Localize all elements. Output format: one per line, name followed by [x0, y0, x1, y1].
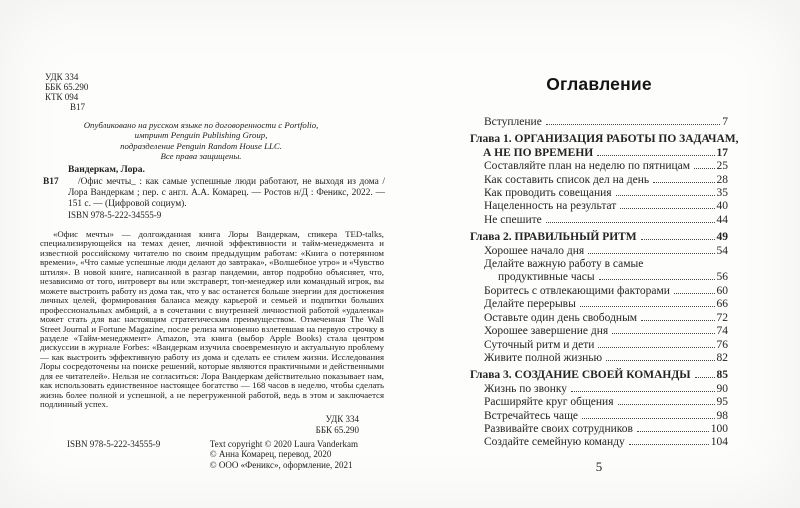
toc-line [484, 339, 728, 352]
toc-entry [470, 339, 728, 352]
toc-chapter-entry [470, 369, 728, 382]
toc-line [484, 352, 728, 365]
toc-label: Составляйте план на неделю по пятницам [484, 160, 691, 173]
toc-line [484, 116, 728, 129]
toc-page-number: 76 [716, 338, 728, 351]
imprint-line: импринт Penguin Publishing Group, [134, 130, 268, 141]
toc-line [484, 271, 728, 284]
toc-entry [470, 160, 728, 173]
bbk-line: ББК 65.290 [315, 424, 359, 435]
toc-entry [470, 285, 728, 298]
toc-page-number: 98 [716, 409, 728, 422]
toc-line [484, 200, 728, 213]
annotation-text: «Офис мечты» — долгожданная книга Лоры Вандеркам, спикера TED-talks, специализирующейся на темах денег, личной эффективности и тайм-менеджмента и известной российскому читателю по своим предыдущим работам: «Книга о потерянном времени», «Что самые успешные люди делают до завтрака», «Волшебное утро» и «Чувство штиля». В новой книге, написанной в разгар пандемии, автор подробно объясняет, что, независимо от того, интроверт вы или экстраверт, топ-менеджер или командный игрок, вы можете выстроить работу из дома так, что у вас останется больше энергии для достижения личных целей, формирования баланса между карьерой и семьей и подпитки больших профессиональных амбиций, а в сочетании с внутренней личностной работой «удаленка» может стать для вас настоящим стратегическим преимуществом. Отмеченная The Wall Street Journal и Fortune Magazine, после релиза мгновенно взлетевшая на первую строчку в разделе «Тайм-менеджмент» Amazon, эта книга (выбор Apple Books) стала центром дискуссии в журнале Forbes: «Вандеркам изучила своевременную и актуальную проблему — как выстроить эффективную работу из дома и сделать ее стилем жизни. Исследования Лоры сосредоточены на поиске решений, которые являются практичными и действенными для ее читателей». Нельзя не согласиться: Лора Вандеркам действительно показывает нам, как использовать единственное настоящее богатство — 168 часов в неделю, чтобы сделать жизнь более полной и успешной, а не перегруженной работой, ведь в этом и заключается подлинный успех. [40, 229, 384, 410]
toc-label: Вступление [484, 116, 542, 128]
toc-label: продуктивные часы [498, 271, 595, 284]
dot-leader [588, 253, 714, 254]
dot-leader [582, 418, 714, 419]
toc-entry [470, 258, 728, 285]
toc-line [484, 383, 728, 396]
toc-entry [470, 325, 728, 338]
copyright-page [36, 68, 390, 488]
toc-page-number: 66 [716, 298, 728, 311]
dot-leader [695, 377, 715, 378]
toc-label: Глава 1. ОРГАНИЗАЦИЯ РАБОТЫ ПО ЗАДАЧАМ, [470, 133, 739, 146]
toc-line [470, 369, 728, 382]
toc-line [484, 298, 728, 311]
copyright-block [210, 439, 358, 470]
toc-line [484, 214, 728, 227]
toc-entry [470, 423, 728, 436]
bib-description: /Офис мечты_ : как самые успешные люди работают, не выходя из дома / Лора Вандеркам ; пер. с англ. А.А. Комарец. — Ростов н/Д : Феникс, 2022. — 151 с. — (Цифровой социум). [68, 177, 385, 209]
imprint-line: Все права защищены. [160, 150, 242, 161]
dot-leader [598, 347, 714, 348]
toc-line [470, 231, 728, 244]
dot-leader [612, 333, 714, 334]
toc-label: Боритесь с отвлекающими факторами [484, 284, 670, 297]
toc-label: Делайте важную работу в самые [484, 258, 644, 271]
isbn-number-bottom: ISBN 978-5-222-34555-9 [67, 439, 161, 449]
toc-line [470, 133, 739, 146]
toc-label: Как проводить совещания [484, 187, 612, 200]
toc-label: Как составить список дел на день [484, 173, 650, 186]
dot-leader [616, 195, 715, 196]
toc-label: Жизнь по звонку [484, 382, 568, 395]
udc-line: УДК 334 [325, 414, 359, 424]
bib-author-code: В17 [43, 177, 59, 187]
toc-label: Оставьте один день свободным [484, 311, 638, 324]
toc-line [484, 410, 728, 423]
dot-leader [580, 306, 715, 307]
udc-bottom-block [316, 414, 359, 435]
toc-page-number: 35 [716, 187, 728, 200]
toc-line [470, 147, 728, 160]
page-title: Оглавление [546, 74, 652, 94]
toc-entry [470, 352, 728, 365]
toc-page-number: 7 [722, 116, 728, 128]
toc-page-number: 72 [716, 311, 728, 324]
toc-line [484, 325, 728, 338]
dot-leader [606, 360, 714, 361]
imprint-notice [36, 120, 366, 161]
bibliographic-entry [36, 177, 385, 210]
toc-entry [470, 200, 728, 213]
dot-leader [637, 431, 709, 432]
dot-leader [597, 155, 714, 156]
toc-label: Хорошее завершение дня [484, 325, 609, 338]
copyright-line: © ООО «Феникс», оформление, 2021 [209, 459, 353, 470]
toc-page-number: 54 [716, 244, 728, 257]
toc-label: А НЕ ПО ВРЕМЕНИ [483, 146, 594, 159]
toc-label: Создайте семейную команду [484, 436, 625, 449]
toc-chapter-entry [470, 133, 739, 160]
toc-page-number: 56 [716, 271, 728, 284]
author-heading: Вандеркам, Лора. [68, 164, 145, 175]
toc-label: Живите полной жизнью [484, 351, 603, 364]
toc-entry [470, 396, 728, 409]
toc-label: Встречайтесь чаще [484, 409, 579, 422]
toc-entry [470, 174, 728, 187]
dot-leader [653, 182, 714, 183]
toc-page-number: 49 [716, 231, 728, 244]
toc-list [470, 116, 739, 450]
isbn-number: ISBN 978-5-222-34555-9 [68, 210, 162, 220]
toc-line [484, 160, 728, 173]
dot-leader [618, 404, 715, 405]
toc-page-number: 100 [710, 422, 728, 435]
dot-leader [694, 168, 714, 169]
udc-line: УДК 334 [45, 72, 79, 82]
imprint-line: Опубликовано на русском языке по договоренности с Portfolio, [83, 120, 319, 130]
author-sign-code: В17 [70, 102, 86, 112]
dot-leader [674, 293, 715, 294]
ktk-line: КТК 094 [45, 92, 79, 102]
toc-line [484, 258, 728, 271]
toc-page-number: 17 [716, 146, 728, 159]
toc-label: Глава 2. ПРАВИЛЬНЫЙ РИТМ [470, 231, 637, 244]
toc-entry [470, 298, 728, 311]
toc-line [484, 174, 728, 187]
dot-leader [629, 444, 709, 445]
toc-label: Хорошее начало дня [484, 244, 585, 257]
toc-page-number: 95 [716, 396, 728, 409]
toc-page-number: 82 [716, 351, 728, 364]
dot-leader [546, 222, 715, 223]
page-number: 5 [595, 458, 603, 474]
toc-line [484, 312, 728, 325]
toc-entry [470, 116, 728, 129]
udc-classification-block [45, 72, 88, 112]
toc-entry [470, 187, 728, 200]
toc-label: Делайте перерывы [484, 298, 576, 311]
dot-leader [641, 239, 715, 240]
toc-label: Глава 3. СОЗДАНИЕ СВОЕЙ КОМАНДЫ [470, 369, 691, 382]
toc-entry [470, 383, 728, 396]
toc-label: Расширяйте круг общения [484, 396, 614, 409]
dot-leader [571, 391, 714, 392]
dot-leader [546, 124, 720, 125]
copyright-row [67, 439, 358, 470]
toc-entry [470, 214, 728, 227]
toc-entry [470, 410, 728, 423]
toc-entry [470, 436, 728, 449]
imprint-line: подразделение Penguin Random House LLC. [120, 140, 282, 151]
toc-page-number: 85 [716, 369, 728, 382]
copyright-line: © Анна Комарец, перевод, 2020 [209, 449, 332, 460]
toc-label: Суточный ритм и дети [484, 338, 595, 351]
toc-page-number: 104 [710, 436, 728, 449]
toc-page-number: 44 [716, 213, 728, 226]
toc-page-number: 60 [716, 284, 728, 297]
toc-label: Не спешите [484, 213, 542, 226]
dot-leader [641, 320, 714, 321]
dot-leader [599, 279, 715, 280]
toc-page-number: 25 [716, 160, 728, 173]
toc-entry [470, 245, 728, 258]
toc-page-number: 40 [716, 200, 728, 213]
toc-entry [470, 312, 728, 325]
toc-page-number: 74 [716, 325, 728, 338]
copyright-line: Text copyright © 2020 Laura Vanderkam [209, 439, 358, 449]
toc-line [484, 187, 728, 200]
toc-line [484, 285, 728, 298]
toc-label: Развивайте своих сотрудников [484, 422, 633, 435]
bbk-line: ББК 65.290 [45, 82, 89, 92]
toc-page-number: 28 [716, 173, 728, 186]
toc-chapter-entry [470, 231, 728, 244]
contents-page [470, 68, 739, 488]
toc-line [484, 396, 728, 409]
toc-label: Нацеленность на результат [484, 200, 617, 213]
toc-page-number: 90 [716, 382, 728, 395]
toc-line [484, 436, 728, 449]
toc-line [484, 423, 728, 436]
toc-line [484, 245, 728, 258]
dot-leader [620, 208, 714, 209]
